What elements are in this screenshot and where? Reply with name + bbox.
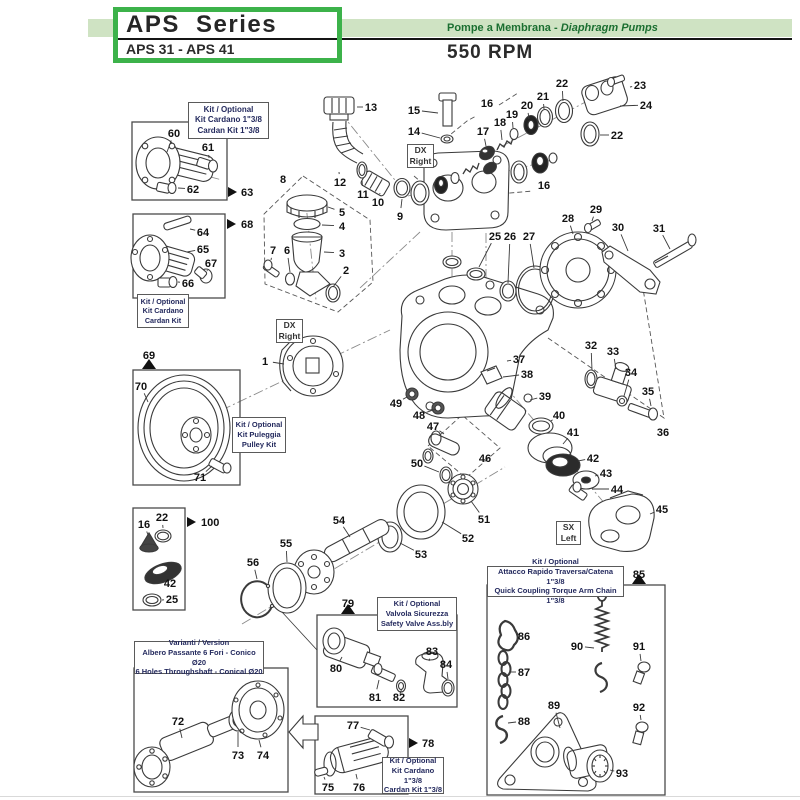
part-number-100: 100 — [201, 517, 220, 529]
kit-label-line: Kit / Optional — [203, 104, 254, 114]
kit-label-cardan-top — [188, 102, 269, 139]
arrow-right-icon — [187, 517, 196, 527]
kit-label-line: Kit Puleggia — [237, 430, 281, 440]
leader-line — [585, 647, 594, 648]
part-number-16: 16 — [480, 98, 494, 110]
part-number-71: 71 — [193, 472, 207, 484]
part-number-70: 70 — [134, 381, 148, 393]
leader-line — [562, 91, 563, 101]
part-number-7: 7 — [269, 245, 277, 257]
part-number-25: 25 — [165, 594, 179, 606]
arrow-right-icon — [409, 738, 418, 748]
kit-label-line: Albero Passante 6 Fori - Conico Ø20 — [142, 647, 256, 667]
kit-label-line: Kit / Optional — [393, 599, 441, 609]
part-number-34: 34 — [624, 367, 638, 379]
tag-dx-right-top — [407, 144, 434, 168]
part-number-81: 81 — [368, 692, 382, 704]
part-number-32: 32 — [584, 340, 598, 352]
kit-label-cardan-mid — [137, 294, 189, 328]
part-number-1: 1 — [261, 356, 269, 368]
part-number-87: 87 — [517, 667, 531, 679]
leader-line — [530, 398, 537, 400]
leader-line — [403, 397, 407, 399]
leader-line — [400, 543, 414, 550]
part-number-12: 12 — [333, 177, 347, 189]
part-number-29: 29 — [589, 204, 603, 216]
kit-label-line: Cardan Kit — [144, 315, 182, 325]
leader-line — [286, 551, 287, 562]
crankshaft-parts — [241, 517, 391, 617]
bearing-cover-1-drawing — [280, 336, 343, 396]
part-number-77: 77 — [346, 720, 360, 732]
part-number-82: 82 — [392, 692, 406, 704]
kit-label-line: Kit Cardano — [142, 306, 184, 316]
tag-dx-right-left — [276, 319, 303, 343]
part-number-60: 60 — [167, 128, 181, 140]
header-rule — [342, 38, 792, 40]
part-number-75: 75 — [321, 782, 335, 794]
leader-line — [442, 522, 461, 534]
leader-line — [343, 527, 350, 537]
pump-body-drawing — [400, 275, 553, 418]
pump-type-english: Diaphragm Pumps — [560, 22, 658, 34]
tag-line: Right — [278, 331, 301, 341]
kit-label-line: Kit / Optional — [389, 755, 437, 765]
models-subtitle: APS 31 - APS 41 — [126, 41, 235, 57]
leader-line — [650, 399, 651, 406]
leader-line — [530, 244, 534, 268]
part-number-36: 36 — [656, 427, 670, 439]
part-number-26: 26 — [503, 231, 517, 243]
series-title: APS Series — [126, 11, 278, 38]
leader-line — [424, 466, 439, 472]
part-number-4: 4 — [338, 221, 346, 233]
leader-line — [356, 774, 357, 779]
part-number-3: 3 — [338, 248, 346, 260]
part-number-21: 21 — [536, 91, 550, 103]
part-number-91: 91 — [632, 641, 646, 653]
bearing-cover-28-drawing — [540, 232, 616, 308]
arrow-right-icon — [227, 219, 236, 229]
part-number-85: 85 — [632, 569, 646, 581]
leader-line — [324, 252, 334, 253]
part-number-27: 27 — [522, 231, 536, 243]
part-number-23: 23 — [633, 80, 647, 92]
part-number-90: 90 — [570, 641, 584, 653]
leader-line — [259, 740, 261, 747]
kit-label-line: Attacco Rapido Traversa/Catena 1"3/8 — [497, 566, 614, 586]
part-number-37: 37 — [512, 354, 526, 366]
quick-coupling-parts — [496, 587, 650, 791]
pulley-parts — [138, 375, 231, 481]
series-title-box — [113, 7, 342, 63]
part-number-41: 41 — [566, 427, 580, 439]
part-number-33: 33 — [606, 346, 620, 358]
tag-line: SX — [562, 522, 575, 533]
page-edge — [0, 796, 800, 797]
leader-line — [592, 217, 593, 221]
kit-label-variant — [134, 637, 264, 677]
leader-line — [401, 199, 402, 208]
part-number-48: 48 — [412, 410, 426, 422]
part-number-78: 78 — [422, 738, 435, 750]
part-number-52: 52 — [461, 533, 475, 545]
part-number-67: 67 — [204, 258, 218, 270]
part-number-53: 53 — [414, 549, 428, 561]
part-number-56: 56 — [246, 557, 260, 569]
pump-head-parts — [424, 93, 509, 230]
kit-label-pulley — [232, 417, 286, 453]
tag-line: DX — [283, 320, 296, 331]
kit-label-line: Kit / Optional — [140, 296, 186, 306]
kit-label-line: Pulley Kit — [241, 439, 277, 449]
part-number-35: 35 — [641, 386, 655, 398]
leader-line — [255, 570, 257, 579]
part-number-39: 39 — [538, 391, 552, 403]
leader-line — [324, 777, 325, 780]
part-number-16: 16 — [137, 519, 151, 531]
part-number-68: 68 — [241, 219, 254, 231]
leader-line — [147, 532, 148, 535]
part-number-54: 54 — [332, 515, 346, 527]
leader-line — [621, 234, 628, 251]
part-number-38: 38 — [520, 369, 534, 381]
part-number-74: 74 — [256, 750, 270, 762]
arrow-right-icon — [228, 187, 237, 197]
part-number-88: 88 — [517, 716, 531, 728]
part-number-66: 66 — [181, 278, 195, 290]
leader-line — [640, 715, 641, 720]
part-number-55: 55 — [279, 538, 293, 550]
part-number-22: 22 — [610, 130, 624, 142]
part-number-92: 92 — [632, 702, 646, 714]
part-number-42: 42 — [586, 453, 600, 465]
part-number-16: 16 — [537, 180, 551, 192]
part-number-84: 84 — [439, 659, 453, 671]
part-number-42: 42 — [163, 578, 177, 590]
part-number-2: 2 — [342, 265, 350, 277]
leader-line — [501, 130, 502, 140]
part-number-76: 76 — [352, 782, 366, 794]
kit-label-cardan-bottom — [382, 757, 444, 794]
part-number-14: 14 — [407, 126, 421, 138]
part-number-24: 24 — [639, 100, 653, 112]
part-number-86: 86 — [517, 631, 531, 643]
kit-label-line: Safety Valve Ass.bly — [380, 618, 454, 628]
kit-label-line: Varianti / Version — [168, 637, 230, 647]
part-number-22: 22 — [155, 512, 169, 524]
part-number-64: 64 — [196, 227, 210, 239]
part-number-51: 51 — [477, 514, 491, 526]
pump-type-label — [447, 22, 658, 34]
kit-label-line: Kit / Optional — [235, 420, 283, 430]
part-number-25: 25 — [488, 231, 502, 243]
part-number-61: 61 — [201, 142, 215, 154]
part-number-63: 63 — [241, 187, 254, 199]
leader-line — [422, 111, 438, 113]
part-number-19: 19 — [505, 109, 519, 121]
kit-label-line: Valvola Sicurezza — [385, 609, 449, 619]
part-number-83: 83 — [425, 646, 439, 658]
leader-line — [508, 244, 510, 283]
part-number-22: 22 — [555, 78, 569, 90]
tag-line: Left — [560, 533, 577, 543]
part-number-65: 65 — [196, 244, 210, 256]
part-number-40: 40 — [552, 410, 566, 422]
pump-type-italian: Pompe a Membrana — [447, 22, 551, 34]
part-number-5: 5 — [338, 207, 346, 219]
leader-line — [187, 250, 195, 252]
rpm-label: 550 RPM — [447, 42, 534, 63]
part-number-8: 8 — [279, 174, 287, 186]
kit-label-line: Kit Cardano 1"3/8 — [391, 765, 435, 785]
part-number-10: 10 — [371, 197, 385, 209]
part-number-17: 17 — [476, 126, 490, 138]
left-arrow-icon — [289, 716, 318, 748]
part-number-28: 28 — [561, 213, 575, 225]
leader-line — [508, 722, 516, 723]
part-number-46: 46 — [478, 453, 492, 465]
part-number-9: 9 — [396, 211, 404, 223]
part-number-47: 47 — [426, 421, 440, 433]
part-number-80: 80 — [329, 663, 343, 675]
leader-line — [422, 133, 440, 138]
leader-line — [479, 243, 491, 267]
part-number-62: 62 — [186, 184, 200, 196]
leader-line — [447, 672, 448, 679]
leader-line — [273, 362, 284, 364]
leader-line — [190, 229, 195, 230]
part-number-6: 6 — [283, 245, 291, 257]
leader-line — [361, 727, 370, 730]
part-number-50: 50 — [410, 458, 424, 470]
leader-line — [663, 235, 670, 249]
part-number-13: 13 — [364, 102, 378, 114]
part-number-15: 15 — [407, 105, 421, 117]
part-number-89: 89 — [547, 700, 561, 712]
part-number-69: 69 — [142, 350, 156, 362]
throughshaft-parts — [134, 681, 284, 787]
kit-label-line: 6 Holes Throughshaft - Conical Ø20 — [135, 667, 263, 677]
part-number-43: 43 — [599, 468, 613, 480]
part-number-93: 93 — [615, 768, 629, 780]
part-number-18: 18 — [493, 117, 507, 129]
part-number-31: 31 — [652, 223, 666, 235]
part-number-72: 72 — [171, 716, 185, 728]
part-number-30: 30 — [611, 222, 625, 234]
leader-line — [288, 258, 290, 272]
part-number-45: 45 — [655, 504, 669, 516]
leader-line — [322, 225, 334, 226]
leader-line — [485, 139, 486, 146]
kit-label-line: Kit Cardano 1"3/8 — [195, 115, 262, 125]
leader-line — [377, 680, 379, 689]
kit-label-line: Quick Coupling Torque Arm Chain 1"3/8 — [494, 586, 617, 606]
leader-line — [328, 207, 334, 209]
tag-sx-left — [556, 521, 581, 545]
title-divider — [118, 38, 337, 40]
part-number-79: 79 — [341, 598, 355, 610]
part-number-11: 11 — [357, 189, 369, 201]
pump-type-separator: - — [550, 22, 561, 34]
part-number-49: 49 — [389, 398, 403, 410]
kit-label-line: Kit / Optional — [532, 556, 579, 566]
tag-line: DX — [414, 145, 427, 156]
part-number-20: 20 — [520, 100, 534, 112]
safety-valve-parts — [322, 628, 454, 696]
tag-line: Right — [409, 156, 432, 166]
kit-label-line: Cardan Kit 1"3/8 — [383, 785, 443, 795]
leader-line — [640, 654, 641, 661]
kit-label-quick-coupling — [487, 556, 624, 606]
part-number-73: 73 — [231, 750, 245, 762]
kit-label-safety-valve — [377, 597, 457, 631]
kit-label-line: Cardan Kit 1"3/8 — [197, 125, 260, 135]
part-number-44: 44 — [610, 484, 624, 496]
leader-line — [471, 501, 479, 513]
